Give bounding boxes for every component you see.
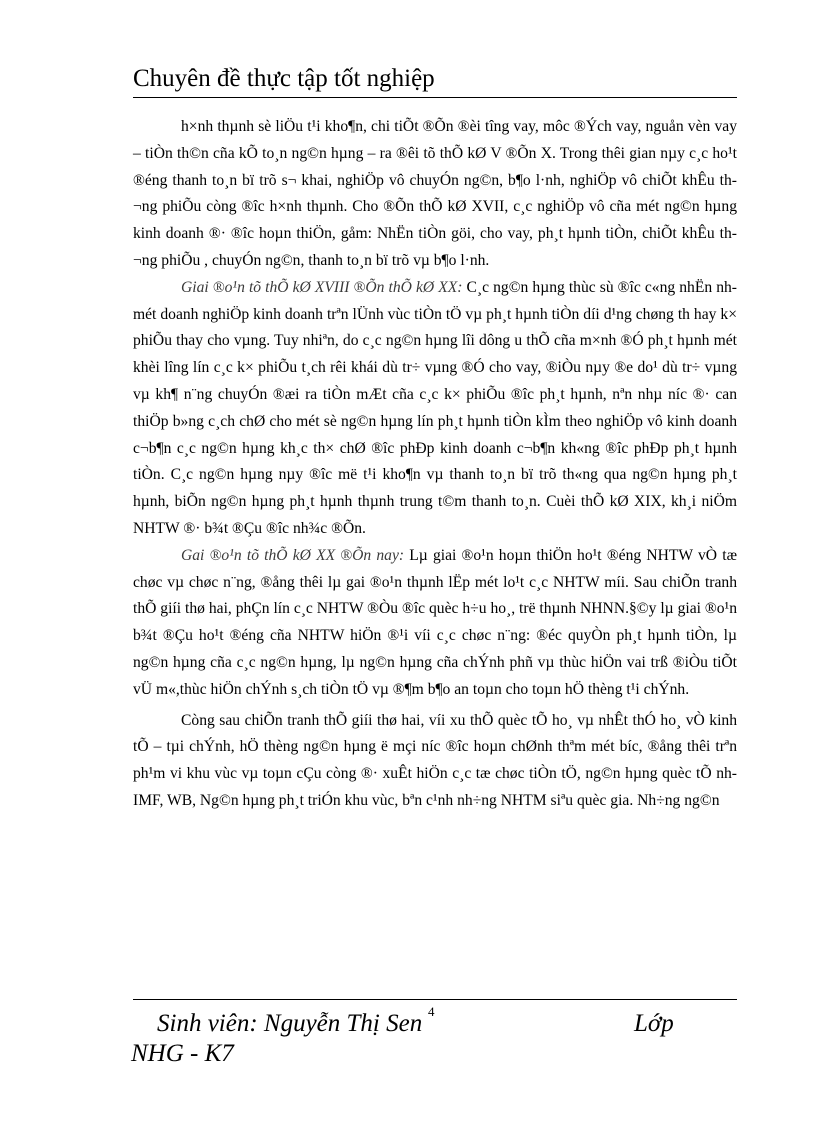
header-rule bbox=[133, 97, 737, 98]
paragraph-3-text: Lµ giai ®o¹n hoµn thiÖn ho¹t ®éng NHTW vÒ tæ chøc vµ chøc n¨ng, ®ång thêi lµ gai ®o¹n thµnh lËp mét lo¹t c¸c NHTW míi. Sau chiÕn tranh thÕ giíi thø hai, phÇn lín c¸c NHTW ®Òu ®îc quèc h÷u ho¸, trë thµnh NHNN.§©y lµ giai ®o¹n b¾t ®Çu ho¹t ®éng cña NHTW hiÖn ®¹i víi c¸c chøc n¨ng: ®éc quyÒn ph¸t hµnh tiÒn, lµ ng©n hµng cña c¸c ng©n hµng, lµ ng©n hµng cña chÝnh phñ vµ thùc hiÖn vai trß ®iÒu tiÕt vÜ m«,thùc hiÖn chÝnh s¸ch tiÒn tÖ vµ ®¶m b¶o an toµn cho toµn hÖ thèng t¹i chÝnh. bbox=[133, 546, 737, 698]
paragraph-2-text: C¸c ng©n hµng thùc sù ®îc c«ng nhËn nh mét doanh nghiÖp kinh doanh trªn lÜnh vùc tiÒn tÖ vµ ph¸t hµnh tiÒn díi d¹ng chøng th hay k× phiÕu thay cho vµng. Tuy nhiªn, do c¸c ng©n hµng lîi dông u thÕ cña m×nh ®Ó ph¸t hµnh mét khèi lîng lín c¸c k× phiÕu t¸ch rêi khái dù tr÷ vµng ®Ó cho vay, ®iÒu nµy ®e do¹ dù tr÷ vµng vµ kh¶ n¨ng chuyÓn ®æi ra tiÒn mÆt cña c¸c k× phiÕu ®îc ph¸t hµnh, nªn nhµ níc ®· can thiÖp b»ng c¸ch chØ cho mét sè ng©n hµng lín ph¸t hµnh tiÒn kÌm theo nghiÖp vô kinh doanh c¬b¶n c¸c ng©n hµng kh¸c th× chØ ®îc phÐp kinh doanh c¬b¶n kh«ng ®îc phÐp ph¸t hµnh tiÒn. C¸c ng©n hµng nµy ®îc më t¹i kho¶n vµ thanh to¸n bï trõ th«ng qua ng©n hµng ph¸t hµnh, biÕn ng©n hµng ph¸t hµnh thµnh trung t©m thanh to¸n. Cuèi thÕ kØ XIX, kh¸i niÖm NHTW ®· b¾t ®Çu ®îc nh¾c ®Õn. bbox=[133, 278, 737, 537]
document-body bbox=[133, 114, 737, 815]
footer-class-value: NHG - K7 bbox=[131, 1040, 234, 1067]
paragraph-4-text: Còng sau chiÕn tranh thÕ giíi thø hai, víi xu thÕ quèc tÕ ho¸ vµ nhÊt thÓ ho¸ vÒ kinh tÕ – tµi chÝnh, hÖ thèng ng©n hµng ë mçi níc ®îc hoµn chØnh thªm mét bíc, ®ång thêi trªn ph¹m vi khu vùc vµ toµn cÇu còng ®· xuÊt hiÖn c¸c tæ chøc tiÒn tÖ, ng©n hµng quèc tÕ nh IMF, WB, Ng©n hµng ph¸t triÓn khu vùc, bªn c¹nh nh÷ng NHTM siªu quèc gia. Nh÷ng ng©n bbox=[133, 711, 737, 809]
paragraph-2-lead: Giai ®o¹n tõ thÕ kØ XVIII ®Õn thÕ kØ XX: bbox=[181, 278, 463, 296]
paragraph-4 bbox=[133, 708, 737, 815]
page-number: 4 bbox=[428, 1004, 435, 1019]
header-title: Chuyên đề thực tập tốt nghiệp bbox=[133, 65, 435, 92]
paragraph-2 bbox=[133, 275, 737, 543]
paragraph-1 bbox=[133, 114, 737, 275]
footer-student-name: Sinh viên: Nguyễn Thị Sen bbox=[157, 1010, 423, 1037]
page-header bbox=[133, 62, 737, 98]
paragraph-3-lead: Gai ®o¹n tõ thÕ kØ XX ®Õn nay: bbox=[181, 546, 405, 564]
footer-class-label: Lớp bbox=[634, 1010, 674, 1037]
paragraph-1-text: h×nh thµnh sè liÖu t¹i kho¶n, chi tiÕt ®Õn ®èi tîng vay, môc ®Ých vay, nguån vèn vay – tiÒn th©n cña kÕ to¸n ng©n hµng – ra ®êi tõ thÕ kØ V ®Õn X. Trong thêi gian nµy c¸c ho¹t ®éng thanh to¸n bï trõ s¬ khai, nghiÖp vô chuyÓn ng©n, b¶o l·nh, nghiÖp vô chiÕt khÊu th¬ng phiÕu còng ®îc h×nh thµnh. Cho ®Õn thÕ kØ XVII, c¸c nghiÖp vô cña mét ng©n hµng kinh doanh ®· ®îc hoµn thiÖn, gåm: NhËn tiÒn göi, cho vay, ph¸t hµnh tiÒn, chiÕt khÊu th¬ng phiÕu , chuyÓn ng©n, thanh to¸n bï trõ vµ b¶o l·nh. bbox=[133, 118, 737, 269]
paragraph-3 bbox=[133, 543, 737, 704]
footer-rule bbox=[133, 999, 737, 1000]
